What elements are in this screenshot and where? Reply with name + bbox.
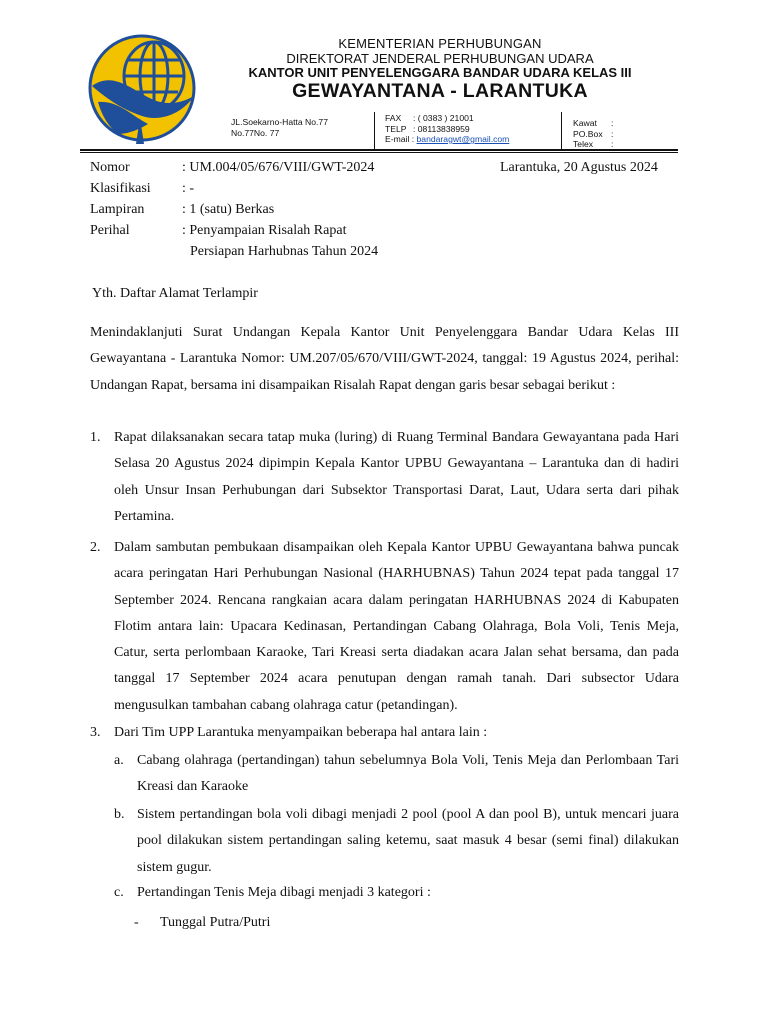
- telp-label: TELP: [385, 123, 407, 134]
- item-1-number: 1.: [90, 430, 101, 445]
- address-line-2: No.77No. 77: [231, 127, 280, 138]
- subitem-b-text: Sistem pertandingan bola voli dibagi menjadi 2 pool (pool A dan pool B), untuk mencari juara pool dilakukan sistem pertandingan saling ketemu, saat masuk 4 besar (semi final) dilakukan sistem gugur.: [137, 807, 679, 875]
- office-address: [231, 117, 328, 138]
- bullet-1-dash: -: [134, 915, 139, 930]
- nomor-label: Nomor: [90, 160, 130, 175]
- office-contacts: [385, 113, 509, 145]
- nomor-value: : UM.004/05/676/VIII/GWT-2024: [182, 160, 375, 175]
- perihal-value-1: : Penyampaian Risalah Rapat: [182, 223, 347, 238]
- lampiran-value: : 1 (satu) Berkas: [182, 202, 275, 217]
- office-telecom: [573, 118, 613, 150]
- airport-name: GEWAYANTANA - LARANTUKA: [292, 80, 588, 102]
- subitem-c-text: Pertandingan Tenis Meja dibagi menjadi 3 kategori :: [137, 885, 431, 900]
- email-link[interactable]: bandaragwt@gmail.com: [416, 134, 510, 144]
- ministry-logo: [84, 30, 200, 146]
- directorate-name: DIREKTORAT JENDERAL PERHUBUNGAN UDARA: [286, 51, 594, 66]
- header-rule-thick: [80, 149, 678, 151]
- email-label: E-mail :: [385, 134, 415, 144]
- subitem-b-letter: b.: [114, 807, 125, 822]
- fax-label: FAX: [385, 113, 402, 123]
- fax-value: : ( 0383 ) 21001: [413, 113, 474, 123]
- bullet-1-text: Tunggal Putra/Putri: [160, 915, 271, 930]
- kawat-value: :: [611, 118, 614, 128]
- intro-paragraph: Menindaklanjuti Surat Undangan Kepala Kantor Unit Penyelenggara Bandar Udara Kelas III Gewayantana - Larantuka Nomor: UM.207/05/670/VIII/GWT-2024, tanggal: 19 Agustus 2024, perihal: Undangan Rapat, bersama ini disampaikan Risalah Rapat dengan garis besar sebagai berikut :: [90, 325, 679, 393]
- subitem-a-text: Cabang olahraga (pertandingan) tahun sebelumnya Bola Voli, Tenis Meja dan Perlombaan Tari Kreasi dan Karaoke: [137, 753, 679, 795]
- place-date: Larantuka, 20 Agustus 2024: [500, 160, 658, 175]
- lampiran-label: Lampiran: [90, 202, 145, 217]
- telp-value: : 08113838959: [413, 123, 470, 134]
- header-rule-thin: [80, 152, 678, 153]
- telex-value: :: [611, 139, 614, 149]
- address-line-1: JL.Soekarno-Hatta No.77: [231, 117, 328, 127]
- ministry-name: KEMENTERIAN PERHUBUNGAN: [338, 36, 542, 51]
- perihal-label: Perihal: [90, 223, 130, 238]
- contact-divider-right: [561, 112, 562, 150]
- office-name: KANTOR UNIT PENYELENGGARA BANDAR UDARA KELAS III: [248, 65, 632, 80]
- item-3-number: 3.: [90, 725, 101, 740]
- klasifikasi-value: : -: [182, 181, 195, 196]
- pobox-value: :: [611, 128, 614, 139]
- item-1-text: Rapat dilaksanakan secara tatap muka (luring) di Ruang Terminal Bandara Gewayantana pada Hari Selasa 20 Agustus 2024 dipimpin Kepala Kantor UPBU Gewayantana – Larantuka dan di hadiri oleh Unsur Insan Perhubungan dari Subsektor Transportasi Darat, Laut, Udara serta dari pihak Pertamina.: [114, 430, 679, 524]
- perihal-value-2: Persiapan Harhubnas Tahun 2024: [190, 244, 379, 259]
- contact-divider-left: [374, 112, 375, 150]
- telex-label: Telex: [573, 139, 594, 149]
- klasifikasi-label: Klasifikasi: [90, 181, 151, 196]
- item-2-number: 2.: [90, 540, 101, 555]
- pobox-label: PO.Box: [573, 128, 603, 139]
- addressee: Yth. Daftar Alamat Terlampir: [92, 286, 258, 301]
- item-2-text: Dalam sambutan pembukaan disampaikan oleh Kepala Kantor UPBU Gewayantana bahwa puncak acara peringatan Hari Perhubungan Nasional (HARHUBNAS) Tahun 2024 tepat pada tanggal 17 September 2024. Rencana rangkaian acara dalam peringatan HARHUBNAS 2024 di Kabupaten Flotim antara lain: Upacara Kedinasan, Pertandingan Cabang Olahraga, Bola Voli, Tenis Meja, Catur, serta perlombaan Karaoke, Tari Kreasi serta diadakan acara Jalan sehat bersama, dan pada tanggal 17 September 2024 acara penutupan dengan ramah tanah. Dari subsector Udara mengusulkan tambahan cabang olahraga catur (petandingan).: [114, 540, 679, 713]
- kawat-label: Kawat: [573, 118, 597, 128]
- subitem-c-letter: c.: [114, 885, 124, 900]
- subitem-a-letter: a.: [114, 753, 124, 768]
- item-3-text: Dari Tim UPP Larantuka menyampaikan beberapa hal antara lain :: [114, 725, 488, 740]
